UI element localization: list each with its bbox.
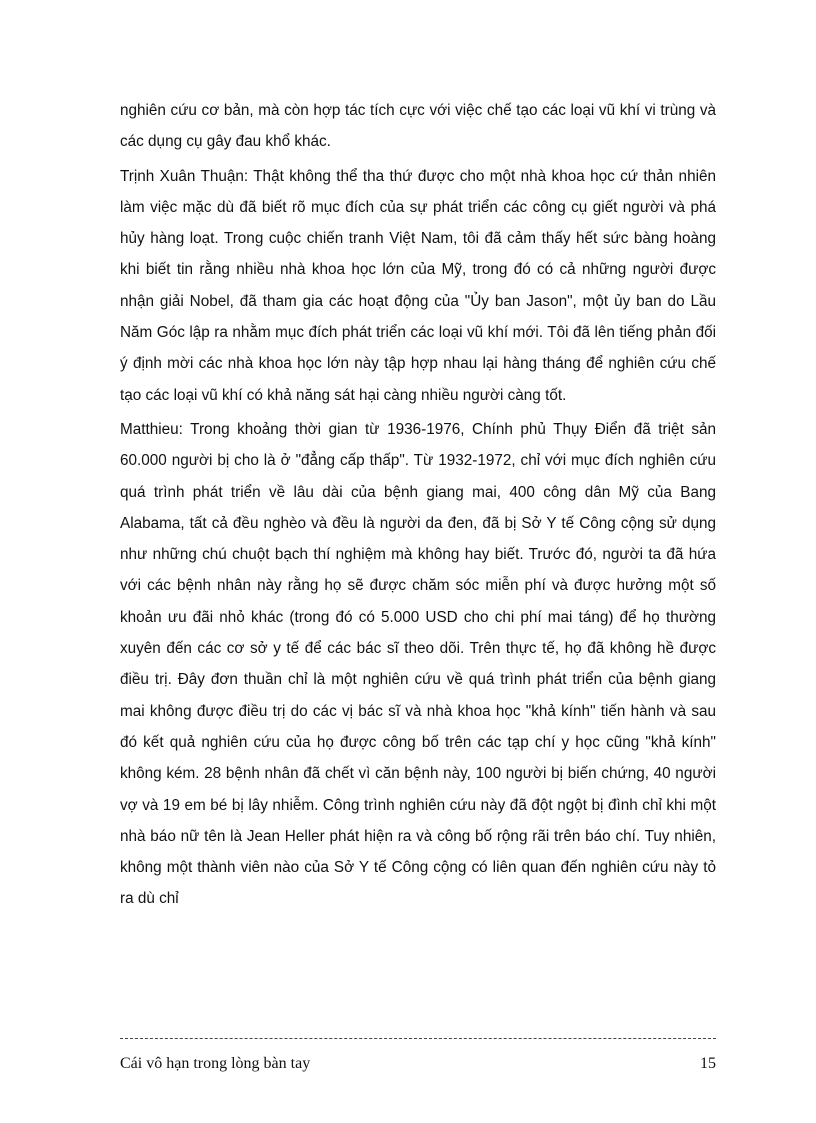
paragraph-trinh-xuan-thuan: Trịnh Xuân Thuận: Thật không thể tha thứ được cho một nhà khoa học cứ thản nhiên làm việc mặc dù đã biết rõ mục đích của sự phát triển các công cụ giết người và phá hủy hàng loạt. Trong cuộc chiến tranh Việt Nam, tôi đã cảm thấy hết sức bàng hoàng khi biết tin rằng nhiều nhà khoa học lớn của Mỹ, trong đó có cả những người được nhận giải Nobel, đã tham gia các hoạt động của "Ủy ban Jason", một ủy ban do Lầu Năm Góc lập ra nhằm mục đích phát triển các loại vũ khí mới. Tôi đã lên tiếng phản đối ý định mời các nhà khoa học lớn này tập hợp nhau lại hàng tháng để nghiên cứu chế tạo các loại vũ khí có khả năng sát hại càng nhiều người càng tốt. (120, 167, 716, 404)
paragraph-continuation: nghiên cứu cơ bản, mà còn hợp tác tích cực với việc chế tạo các loại vũ khí vi trùng và các dụng cụ gây đau khổ khác. (120, 102, 716, 151)
footer-page-number: 15 (700, 1055, 716, 1072)
footer-divider (120, 1038, 716, 1039)
page-footer (120, 1055, 716, 1073)
footer-book-title: Cái vô hạn trong lòng bàn tay (120, 1055, 311, 1072)
paragraph-matthieu: Matthieu: Trong khoảng thời gian từ 1936-1976, Chính phủ Thụy Điển đã triệt sản 60.000 người bị cho là ở "đẳng cấp thấp". Từ 1932-1972, chỉ với mục đích nghiên cứu quá trình phát triển về lâu dài của bệnh giang mai, 400 công dân Mỹ của Bang Alabama, tất cả đều nghèo và đều là người da đen, đã bị Sở Y tế Công cộng sử dụng như những chú chuột bạch thí nghiệm mà không hay biết. Trước đó, người ta đã hứa với các bệnh nhân này rằng họ sẽ được chăm sóc miễn phí và được hưởng một số khoản ưu đãi nhỏ khác (trong đó có 5.000 USD cho chi phí mai táng) để họ thường xuyên đến các cơ sở y tế để các bác sĩ theo dõi. Trên thực tế, họ đã không hề được điều trị. Đây đơn thuần chỉ là một nghiên cứu về quá trình phát triển của bệnh giang mai không được điều trị do các vị bác sĩ và nhà khoa học "khả kính" tiến hành và sau đó kết quả nghiên cứu của họ được công bố trên các tạp chí y học cũng "khả kính" không kém. 28 bệnh nhân đã chết vì căn bệnh này, 100 người bị biến chứng, 40 người vợ và 19 em bé bị lây nhiễm. Công trình nghiên cứu này đã đột ngột bị đình chỉ khi một nhà báo nữ tên là Jean Heller phát hiện ra và công bố rộng rãi trên báo chí. Tuy nhiên, không một thành viên nào của Sở Y tế Công cộng có liên quan đến nghiên cứu này tỏ ra dù chỉ (120, 420, 716, 908)
body-text (120, 95, 716, 918)
